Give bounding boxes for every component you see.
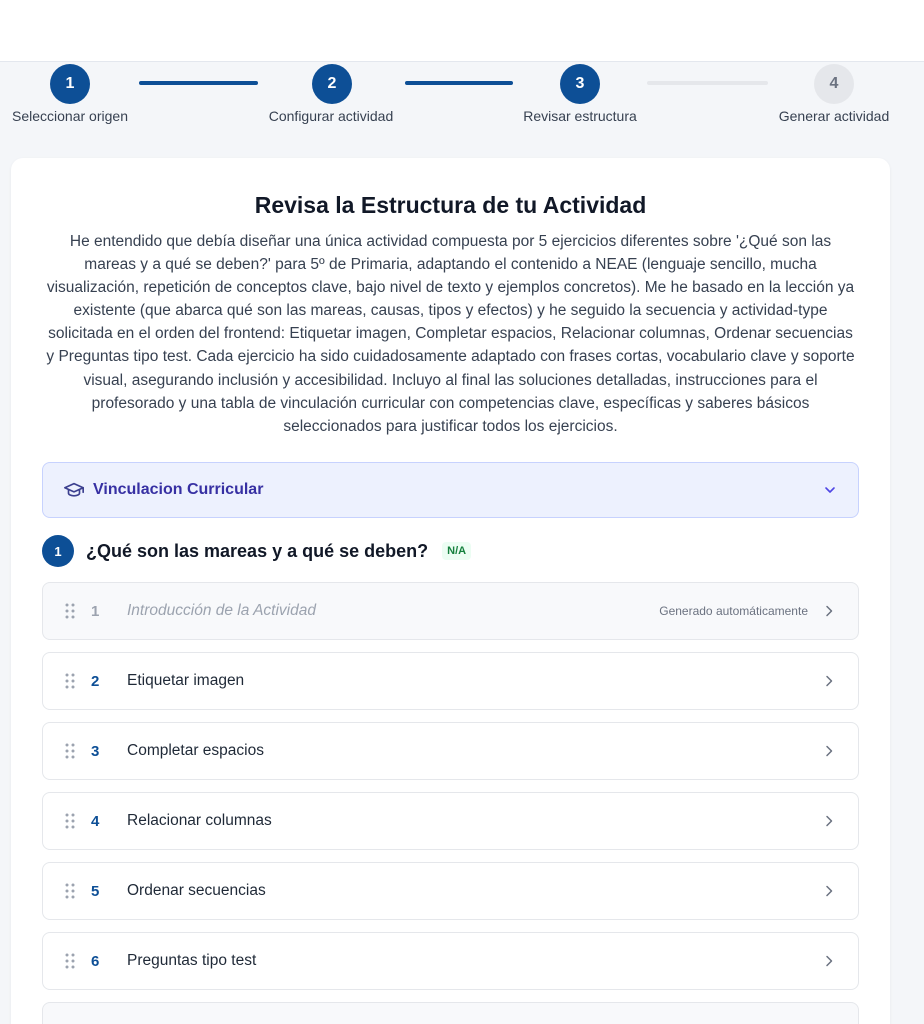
item-name: Ordenar secuencias xyxy=(127,882,266,899)
step-connector-3 xyxy=(647,81,768,85)
drag-handle-icon[interactable] xyxy=(65,953,75,969)
page-title: Revisa la Estructura de tu Actividad xyxy=(254,192,647,218)
structure-review-card xyxy=(11,158,890,1024)
top-bar xyxy=(0,0,924,62)
graduation-cap-icon xyxy=(63,479,85,501)
list-item[interactable] xyxy=(42,582,859,640)
item-name: Completar espacios xyxy=(127,742,264,759)
item-name: Etiquetar imagen xyxy=(127,672,245,689)
item-number: 1 xyxy=(91,602,100,620)
section-number: 1 xyxy=(42,535,74,567)
auto-generated-note: Generado automáticamente xyxy=(659,604,808,618)
item-number: 5 xyxy=(91,882,100,900)
chevron-right-icon[interactable] xyxy=(822,884,836,898)
step-3-label: Revisar estructura xyxy=(523,108,637,124)
item-number: 4 xyxy=(91,812,100,830)
item-number: 6 xyxy=(91,952,100,970)
drag-handle-icon[interactable] xyxy=(65,743,75,759)
status-badge: N/A xyxy=(442,542,471,560)
step-3-circle[interactable]: 3 xyxy=(560,64,600,104)
progress-stepper xyxy=(0,62,924,142)
item-number: 2 xyxy=(91,672,100,690)
drag-handle-icon[interactable] xyxy=(65,603,75,619)
chevron-right-icon[interactable] xyxy=(822,744,836,758)
exercise-section-header xyxy=(42,535,471,567)
drag-handle-icon[interactable] xyxy=(65,673,75,689)
drag-handle-icon[interactable] xyxy=(65,883,75,899)
list-item[interactable] xyxy=(42,652,859,710)
chevron-right-icon[interactable] xyxy=(822,954,836,968)
list-item[interactable] xyxy=(42,792,859,850)
structure-description: He entendido que debía diseñar una única actividad compuesta por 5 ejercicios diferentes sobre '¿Qué son las mareas y a qué se deben?' para 5º de Primaria, adaptando el contenido a NEAE (lenguaje sencillo, mucha visualización, repetición de conceptos clave, bajo nivel de texto y ejemplos concretos). Me he basado en la lección ya existente (que abarca qué son las mareas, causas, tipos y efectos) y he seguido la secuencia y actividad-type solicitada en el orden del frontend: Etiquetar imagen, Completar espacios, Relacionar columnas, Ordenar secuencias y Preguntas tipo test. Cada ejercicio ha sido cuidadosamente adaptado con frases cortas, vocabulario clave y soporte visual, asegurando inclusión y accesibilidad. Incluyo al final las soluciones detalladas, instrucciones para el profesorado y una tabla de vinculación curricular con competencias clave, específicas y saberes básicos seleccionados para justificar todos los ejercicios. xyxy=(46,233,855,435)
step-2-label: Configurar actividad xyxy=(268,108,394,124)
item-name: Introducción de la Actividad xyxy=(127,602,316,619)
chevron-down-icon[interactable] xyxy=(822,482,838,498)
step-1-circle[interactable]: 1 xyxy=(50,64,90,104)
step-connector-1 xyxy=(139,81,258,85)
step-connector-2 xyxy=(405,81,513,85)
chevron-right-icon[interactable] xyxy=(822,814,836,828)
item-name: Preguntas tipo test xyxy=(127,952,257,969)
drag-handle-icon[interactable] xyxy=(65,813,75,829)
item-name: Relacionar columnas xyxy=(127,812,272,829)
curricular-accordion[interactable] xyxy=(42,462,859,518)
step-2-circle[interactable]: 2 xyxy=(312,64,352,104)
step-4-circle: 4 xyxy=(814,64,854,104)
list-item[interactable] xyxy=(42,722,859,780)
list-item[interactable] xyxy=(42,862,859,920)
chevron-right-icon[interactable] xyxy=(822,604,836,618)
list-item[interactable] xyxy=(42,932,859,990)
list-item-partial[interactable] xyxy=(42,1002,859,1024)
step-1-label: Seleccionar origen xyxy=(12,108,128,124)
step-4-label: Generar actividad xyxy=(778,108,890,124)
chevron-right-icon[interactable] xyxy=(822,674,836,688)
item-number: 3 xyxy=(91,742,100,760)
section-title: ¿Qué son las mareas y a qué se deben? xyxy=(86,540,429,561)
curricular-label: Vinculacion Curricular xyxy=(93,481,264,498)
